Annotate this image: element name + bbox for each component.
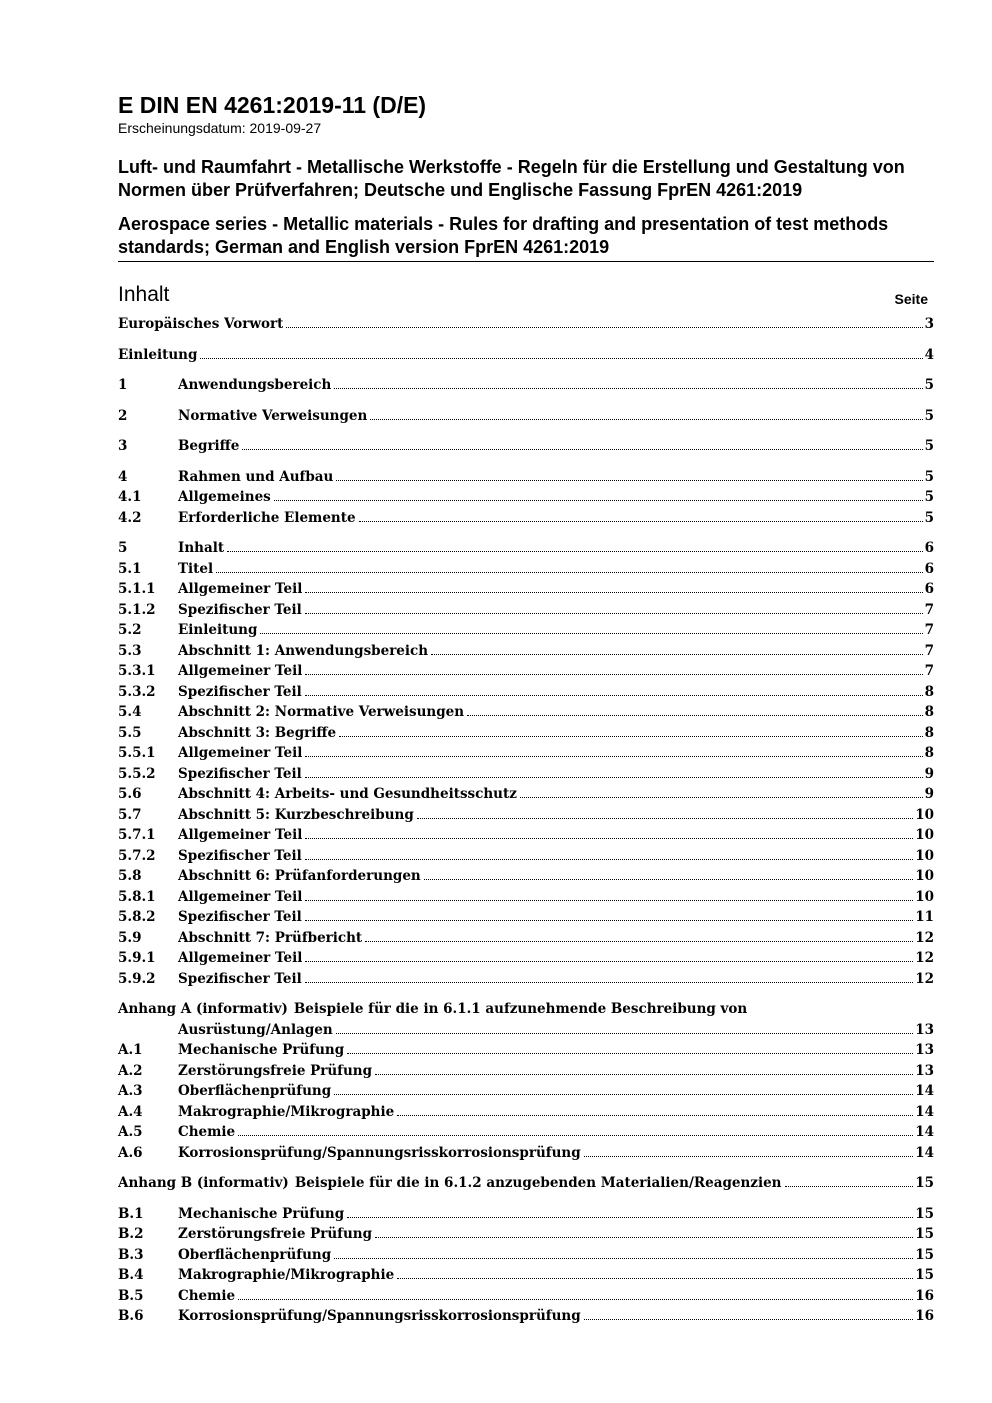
toc-entry-text: Zerstörungsfreie Prüfung [178,1226,373,1242]
toc-section-number: 5.8.2 [118,909,156,925]
toc-entry[interactable] [118,508,934,529]
toc-page-number: 13 [915,1062,934,1079]
toc-dot-leader [334,388,922,389]
toc-entry-text: Abschnitt 4: Arbeits- und Gesundheitsschutz [178,786,517,802]
toc-entry-text: Inhalt [178,540,225,556]
toc-entry[interactable] [118,805,934,826]
toc-section-number: 5.1 [118,560,142,577]
toc-page-number: 14 [915,1144,934,1161]
toc-entry-text: Spezifischer Teil [178,909,302,925]
toc-entry-text: Normative Verweisungen [178,407,368,424]
toc-section-number: B.1 [118,1205,144,1222]
toc-dot-leader [305,756,922,757]
toc-entry[interactable] [118,375,934,396]
toc-entry-text: Makrographie/Mikrographie [178,1267,395,1283]
toc-page-number: 4 [924,346,934,363]
toc-entry-text: Allgemeiner Teil [178,827,303,843]
toc-entry[interactable] [118,1173,934,1194]
toc-entry-text: Beispiele für die in 6.1.2 anzugebenden Materialien/Reagenzien [294,1175,782,1191]
toc-entry[interactable] [118,907,934,928]
toc-section-number: 5.6 [118,786,142,802]
toc-section-number: 5.3 [118,642,142,659]
toc-page-number: 3 [924,316,934,332]
toc-dot-leader [242,449,922,450]
toc-section-number: 5.8.1 [118,888,156,905]
toc-header [118,280,934,308]
toc-page-number: 11 [915,909,934,925]
toc-entry[interactable] [118,661,934,682]
toc-entry-text: Allgemeiner Teil [178,663,303,679]
toc-dot-leader [375,1074,913,1075]
toc-page-number: 10 [915,868,934,884]
toc-entry-text: Allgemeiner Teil [178,581,303,597]
toc-page-number: 7 [924,642,934,659]
toc-entry-text: Oberflächenprüfung [178,1083,332,1099]
toc-entry-text: Titel [178,560,214,577]
toc-dot-leader [370,419,922,420]
toc-entry-text: Anwendungsbereich [178,377,332,393]
toc-page-number: 10 [915,806,934,823]
toc-entry[interactable] [118,1081,934,1102]
toc-entry[interactable] [118,467,934,488]
toc-entry-text: Ausrüstung/Anlagen [178,1021,333,1038]
toc-dot-leader [467,715,923,716]
toc-page-number: 14 [915,1083,934,1099]
toc-entry[interactable] [118,999,934,1040]
toc-dot-leader [305,592,922,593]
toc-page-number: 12 [915,970,934,987]
toc-entry-text: Allgemeiner Teil [178,950,303,966]
toc-section-number: 5.2 [118,622,142,638]
toc-page-number: 8 [924,745,934,761]
toc-section-number: 5.9 [118,929,142,946]
toc-entry[interactable] [118,887,934,908]
toc-section-number: 5.9.2 [118,970,156,987]
toc-section-number: A.6 [118,1144,143,1161]
toc-entry[interactable] [118,1040,934,1061]
toc-entry-text: Abschnitt 1: Anwendungsbereich [178,642,429,659]
toc-section-number: A.1 [118,1042,143,1058]
toc-entry[interactable] [118,1265,934,1286]
toc-dot-leader [305,920,913,921]
toc-page-number: 12 [915,950,934,966]
toc-annex-label: Anhang A (informativ) [118,1001,288,1017]
toc-entry-text: Spezifischer Teil [178,683,302,700]
toc-section-number: B.2 [118,1226,144,1242]
toc-entry[interactable] [118,559,934,580]
toc-page-number: 6 [924,560,934,577]
toc-entry[interactable] [118,682,934,703]
toc-page-number: 5 [924,377,934,393]
toc-entry[interactable] [118,1286,934,1307]
toc-entry[interactable] [118,928,934,949]
toc-entry[interactable] [118,1061,934,1082]
toc-page-number: 14 [915,1103,934,1120]
toc-section-number: 5.7.1 [118,827,156,843]
toc-page-number: 15 [915,1226,934,1242]
toc-entry-text: Abschnitt 3: Begriffe [178,724,337,741]
toc-dot-leader [584,1319,914,1320]
toc-section-number: 1 [118,377,128,393]
toc-dot-leader [417,818,913,819]
toc-entry[interactable] [118,764,934,785]
toc-dot-leader [305,982,913,983]
toc-entry-text: Korrosionsprüfung/Spannungsrisskorrosionsprüfung [178,1144,581,1161]
toc-page-number: 15 [915,1205,934,1222]
toc-page-number: 13 [915,1042,934,1058]
toc-section-number: B.5 [118,1287,144,1304]
toc-entry-text: Einleitung [118,346,198,363]
toc-page-number: 10 [915,847,934,864]
toc-entry[interactable] [118,1204,934,1225]
toc-entry-text: Abschnitt 7: Prüfbericht [178,929,363,946]
toc-entry-text: Chemie [178,1124,236,1140]
toc-section-number: B.4 [118,1267,144,1283]
toc-section-number: 2 [118,407,128,424]
toc-section-number: 5.4 [118,704,142,720]
toc-page-number: 16 [915,1308,934,1324]
table-of-contents [118,314,934,1327]
toc-entry-text: Spezifischer Teil [178,601,302,618]
toc-entry[interactable] [118,620,934,641]
toc-entry[interactable] [118,948,934,969]
toc-section-number: A.5 [118,1124,143,1140]
toc-page-number: 8 [924,683,934,700]
toc-section-number: A.2 [118,1062,143,1079]
toc-page-number: 14 [915,1124,934,1140]
toc-entry[interactable] [118,1122,934,1143]
toc-entry-text: Abschnitt 6: Prüfanforderungen [178,868,421,884]
toc-annex-label: Anhang B (informativ) [118,1175,289,1191]
toc-entry-text: Europäisches Vorwort [118,316,284,332]
toc-page-number: 5 [924,509,934,526]
toc-page-number: 15 [915,1246,934,1263]
toc-entry[interactable] [118,345,934,366]
toc-dot-leader [397,1278,913,1279]
toc-entry-text: Einleitung [178,622,258,638]
document-page [118,92,934,1327]
toc-section-number: 5 [118,540,128,556]
toc-dot-leader [347,1053,913,1054]
toc-entry-text: Mechanische Prüfung [178,1205,345,1222]
toc-dot-leader [305,838,913,839]
standard-id: E DIN EN 4261:2019-11 (D/E) [118,92,427,118]
toc-page-number: 6 [924,581,934,597]
toc-page-number: 9 [924,786,934,802]
toc-entry-text: Abschnitt 2: Normative Verweisungen [178,704,465,720]
toc-dot-leader [238,1299,913,1300]
toc-dot-leader [520,797,923,798]
toc-dot-leader [200,358,922,359]
toc-dot-leader [238,1135,913,1136]
toc-page-number: 13 [915,1021,934,1038]
toc-page-number: 10 [915,827,934,843]
toc-dot-leader [584,1156,914,1157]
toc-entry[interactable] [118,1245,934,1266]
toc-page-number: 15 [915,1175,934,1191]
toc-dot-leader [397,1115,913,1116]
toc-heading: Inhalt [118,283,170,306]
toc-entry-text: Makrographie/Mikrographie [178,1103,395,1120]
toc-entry[interactable] [118,487,934,508]
toc-section-number: 3 [118,438,128,454]
toc-page-number: 10 [915,888,934,905]
toc-section-number: 5.3.2 [118,683,156,700]
toc-dot-leader [286,327,922,328]
toc-dot-leader [375,1237,913,1238]
toc-page-column-label: Seite [894,291,928,307]
toc-section-number: 4.2 [118,509,142,526]
publication-date: Erscheinungsdatum: 2019-09-27 [118,120,322,136]
toc-dot-leader [305,859,913,860]
toc-section-number: 5.5.1 [118,745,156,761]
toc-dot-leader [339,736,923,737]
toc-section-number: A.3 [118,1083,143,1099]
toc-entry-text: Rahmen und Aufbau [178,468,334,485]
toc-dot-leader [305,674,922,675]
toc-page-number: 7 [924,601,934,618]
toc-entry-text: Spezifischer Teil [178,970,302,987]
toc-entry-text: Allgemeiner Teil [178,745,303,761]
toc-entry[interactable] [118,579,934,600]
toc-dot-leader [274,500,923,501]
toc-entry[interactable] [118,743,934,764]
toc-entry[interactable] [118,723,934,744]
toc-section-number: 5.1.1 [118,581,156,597]
toc-entry-text: Zerstörungsfreie Prüfung [178,1062,373,1079]
toc-dot-leader [305,695,923,696]
toc-entry[interactable] [118,702,934,723]
toc-entry-text: Abschnitt 5: Kurzbeschreibung [178,806,414,823]
toc-dot-leader [424,879,913,880]
toc-dot-leader [365,941,913,942]
toc-section-number: 5.7 [118,806,142,823]
toc-dot-leader [359,521,923,522]
toc-dot-leader [347,1217,913,1218]
toc-entry-text: Allgemeines [178,489,271,505]
toc-section-number: 5.1.2 [118,601,156,618]
toc-entry-text: Mechanische Prüfung [178,1042,345,1058]
toc-entry-text: Allgemeiner Teil [178,888,303,905]
toc-page-number: 8 [924,704,934,720]
toc-dot-leader [334,1094,913,1095]
toc-entry[interactable] [118,866,934,887]
toc-entry-text: Spezifischer Teil [178,765,302,782]
toc-page-number: 6 [924,540,934,556]
toc-section-number: 5.7.2 [118,847,156,864]
toc-entry[interactable] [118,784,934,805]
toc-entry[interactable] [118,1143,934,1164]
toc-page-number: 5 [924,489,934,505]
toc-entry-text: Spezifischer Teil [178,847,302,864]
toc-dot-leader [336,1033,914,1034]
toc-entry-text: Erforderliche Elemente [178,509,356,526]
toc-section-number: A.4 [118,1103,143,1120]
toc-entry[interactable] [118,538,934,559]
toc-dot-leader [334,1258,913,1259]
toc-section-number: 4 [118,468,128,485]
toc-section-number: 5.3.1 [118,663,156,679]
toc-entry[interactable] [118,846,934,867]
toc-entry-text: Chemie [178,1287,236,1304]
toc-entry[interactable] [118,969,934,990]
toc-entry-text: Korrosionsprüfung/Spannungsrisskorrosionsprüfung [178,1308,581,1324]
toc-section-number: 5.5 [118,724,142,741]
toc-page-number: 7 [924,622,934,638]
toc-entry[interactable] [118,1306,934,1327]
toc-page-number: 8 [924,724,934,741]
toc-entry-text: Beispiele für die in 6.1.1 aufzunehmende Beschreibung von [293,1001,748,1017]
toc-entry[interactable] [118,1224,934,1245]
toc-entry[interactable] [118,600,934,621]
title-english: Aerospace series - Metallic materials - Rules for drafting and presentation of test methods standards; German and English version FprEN 4261:2019 [118,213,934,262]
toc-page-number: 12 [915,929,934,946]
toc-dot-leader [305,900,913,901]
toc-entry[interactable] [118,641,934,662]
toc-dot-leader [227,551,923,552]
toc-entry-text: Oberflächenprüfung [178,1246,332,1263]
toc-page-number: 7 [924,663,934,679]
toc-page-number: 5 [924,407,934,424]
toc-dot-leader [336,480,922,481]
toc-section-number: 4.1 [118,489,142,505]
toc-page-number: 9 [924,765,934,782]
toc-entry[interactable] [118,1102,934,1123]
toc-entry[interactable] [118,825,934,846]
toc-entry-text: Begriffe [178,438,240,454]
toc-section-number: B.3 [118,1246,144,1263]
toc-page-number: 16 [915,1287,934,1304]
toc-section-number: 5.5.2 [118,765,156,782]
toc-dot-leader [260,633,922,634]
toc-dot-leader [431,654,923,655]
toc-section-number: 5.9.1 [118,950,156,966]
toc-entry[interactable] [118,406,934,427]
toc-section-number: B.6 [118,1308,144,1324]
toc-page-number: 5 [924,468,934,485]
toc-page-number: 5 [924,438,934,454]
toc-section-number: 5.8 [118,868,142,884]
toc-dot-leader [305,777,923,778]
title-german: Luft- und Raumfahrt - Metallische Werkstoffe - Regeln für die Erstellung und Gestaltung von Normen über Prüfverfahren; Deutsche und Englische Fassung FprEN 4261:2019 [118,157,905,200]
toc-page-number: 15 [915,1267,934,1283]
toc-dot-leader [305,961,913,962]
toc-dot-leader [785,1186,914,1187]
toc-dot-leader [305,613,923,614]
toc-entry[interactable] [118,314,934,335]
toc-dot-leader [216,572,922,573]
toc-entry[interactable] [118,436,934,457]
